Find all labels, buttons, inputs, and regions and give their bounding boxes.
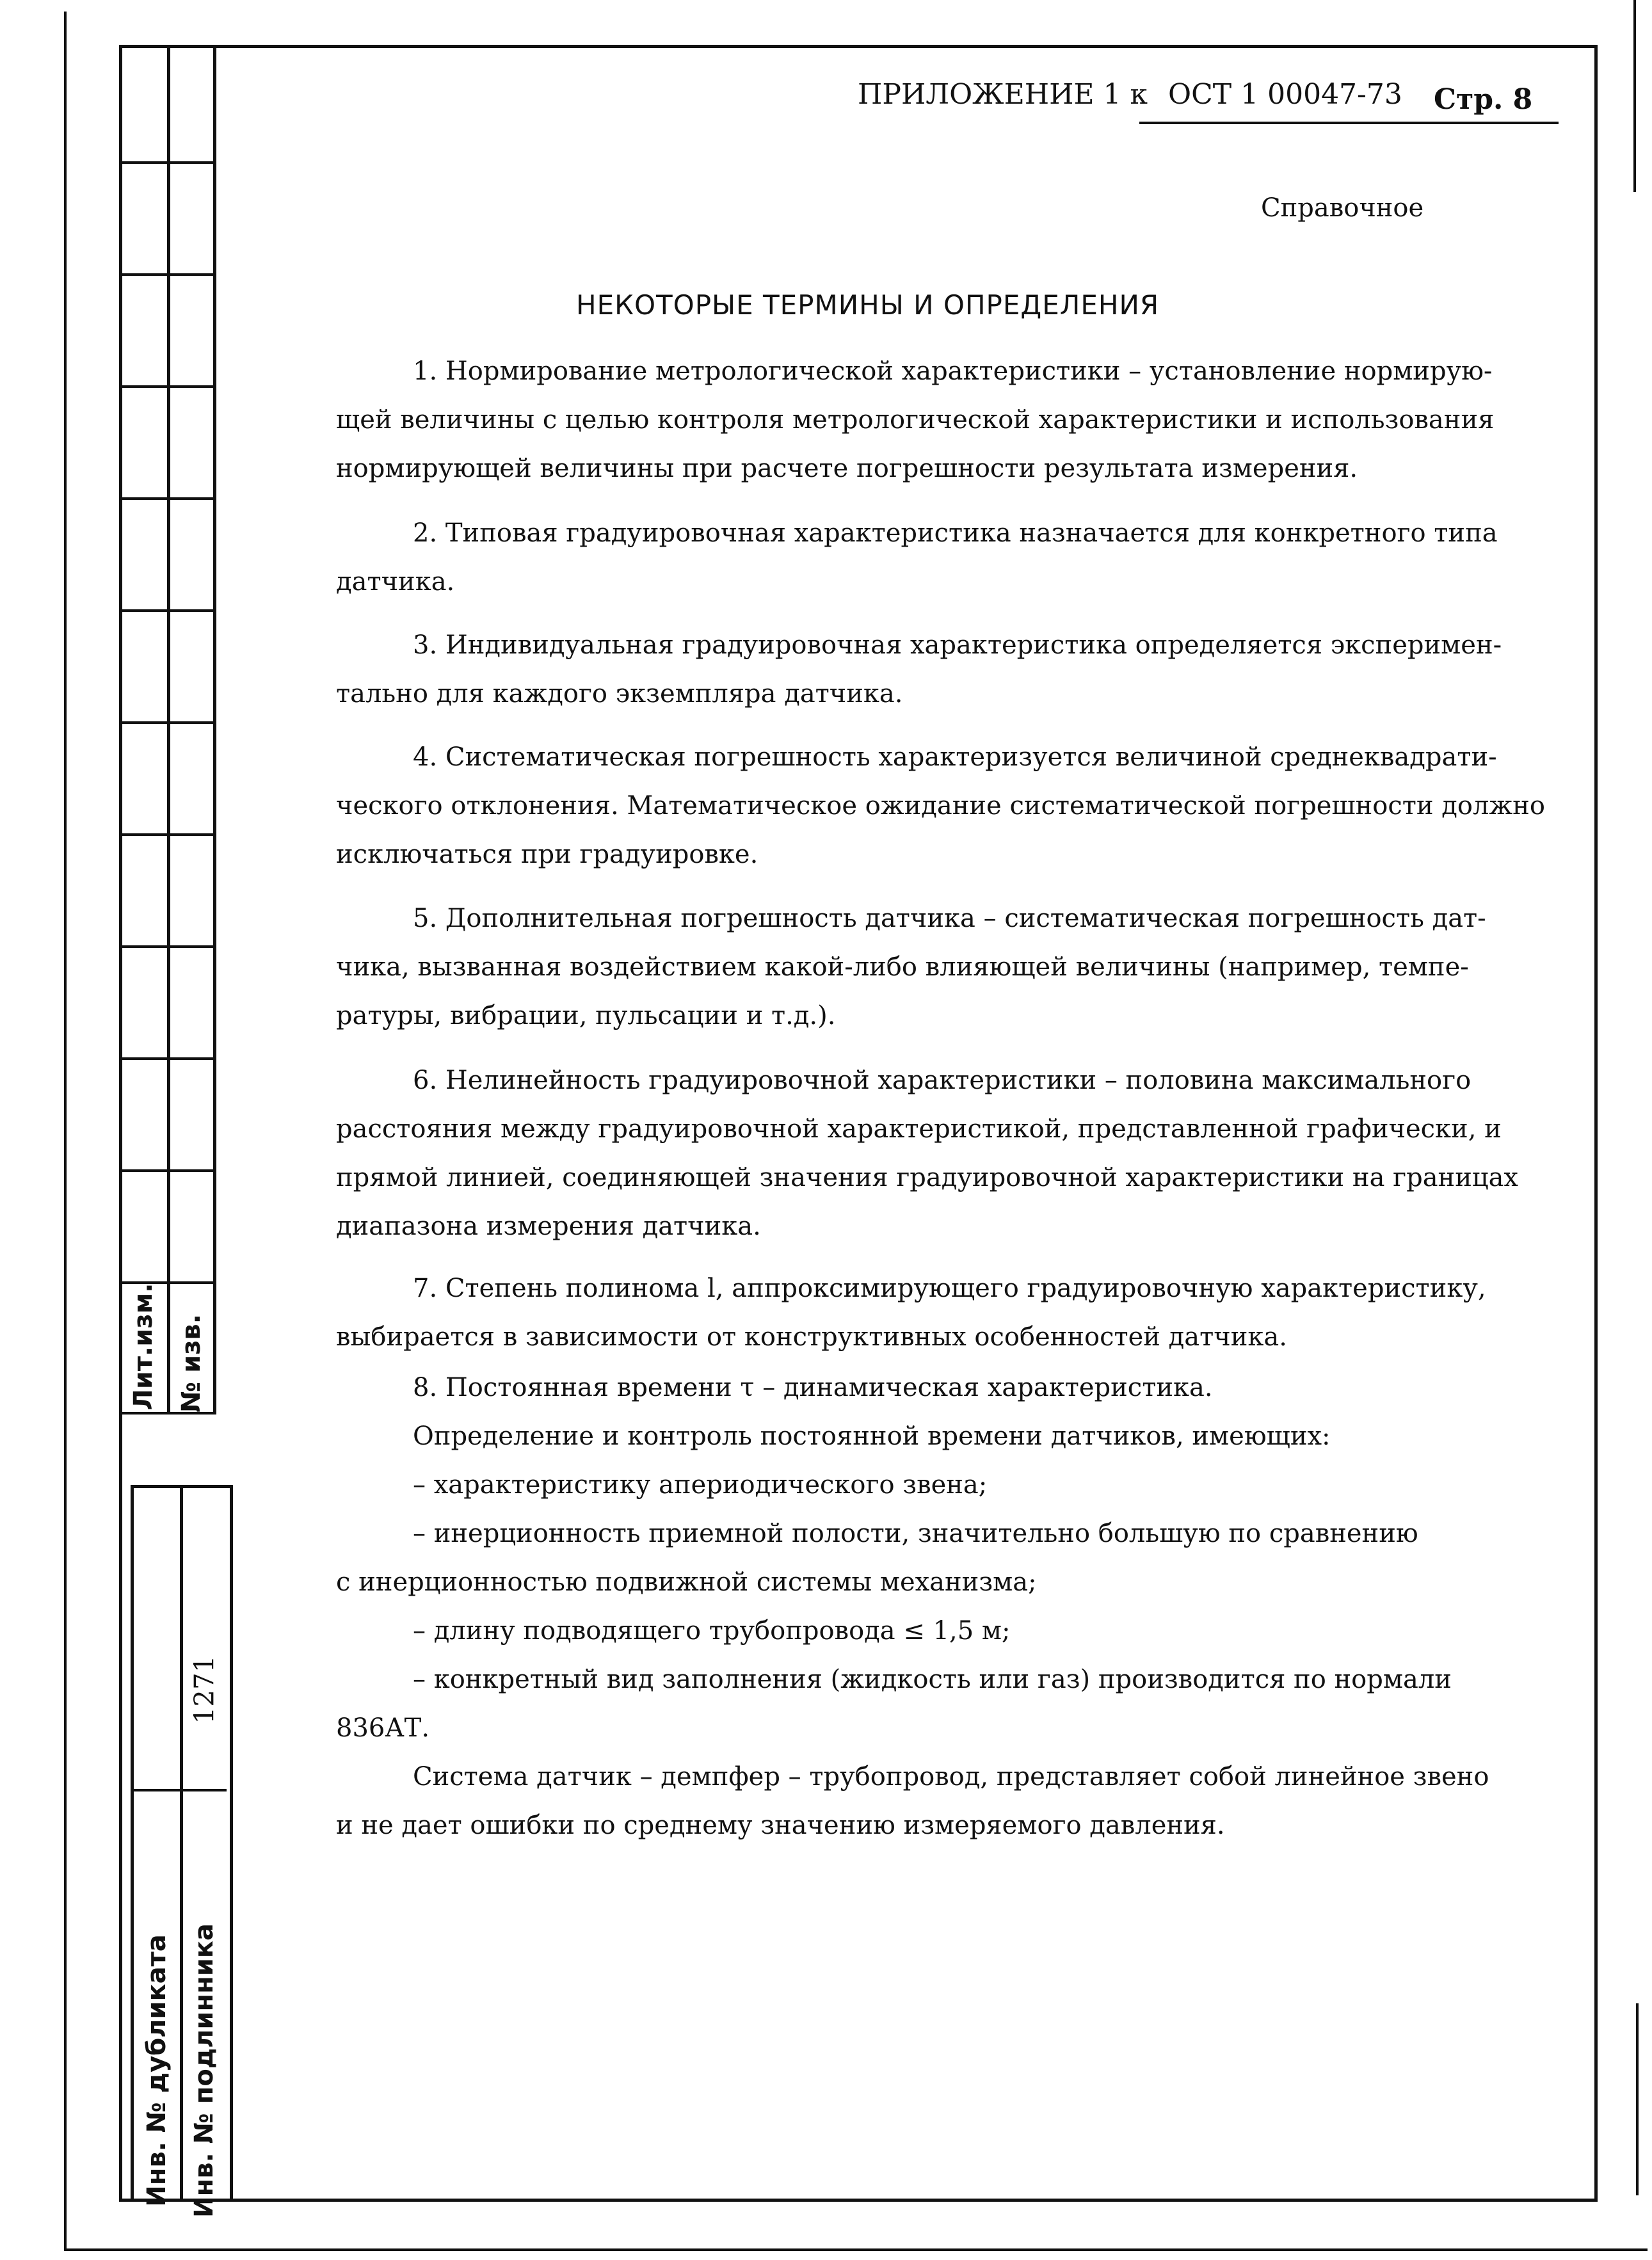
paragraph-5: 5. Дополнительная погрешность датчика – систематическая погрешность дат- чика, вызванная воздействием какой-либо влияющей величины (например, темпе- ратуры, вибрации, пульсации и т.д.). — [336, 904, 1486, 1030]
header-underline — [1139, 122, 1559, 124]
no-izv-label: № изв. — [177, 1314, 206, 1413]
paragraph-3: 3. Индивидуальная градуировочная характеристика определяется эксперимен- тально для каждого экземпляра датчика. — [336, 630, 1502, 709]
scan-edge-mark-bottom — [1636, 2003, 1639, 2195]
paragraph-4: 4. Систематическая погрешность характеризуется величиной среднеквадрати- ческого отклонения. Математическое ожидание систематической погрешности должно исключаться при градуировке. — [336, 742, 1545, 869]
reference-label: Справочное — [1261, 193, 1424, 223]
stamp-number: 1271 — [188, 1655, 220, 1724]
standard-number: ОСТ 1 00047-73 — [1168, 78, 1402, 111]
appendix-label: ПРИЛОЖЕНИЕ 1 к — [858, 78, 1148, 111]
page-title: НЕКОТОРЫЕ ТЕРМИНЫ И ОПРЕДЕЛЕНИЯ — [576, 289, 1160, 321]
revision-stamp-strip — [119, 45, 216, 1415]
paragraph-1: 1. Нормирование метрологической характеристики – установление нормирую- щей величины с целью контроля метрологической характеристики и использования нормирующей величины при расчете погрешности результата измерения. — [336, 357, 1495, 483]
page-number: Стр. 8 — [1434, 83, 1533, 116]
inv-podl-label: Инв. № подлинника — [189, 1923, 219, 2218]
paragraph-2: 2. Типовая градуировочная характеристика назначается для конкретного типа датчика. — [336, 518, 1498, 597]
scan-edge-mark — [1633, 0, 1636, 192]
stamp-divider — [131, 1789, 227, 1791]
paragraph-7: 7. Степень полинома l, аппроксимирующего градуировочную характеристику, выбирается в зависимости от конструктивных особенностей датчика. — [336, 1274, 1486, 1352]
inv-dubl-label: Инв. № дубликата — [142, 1934, 172, 2207]
inventory-stamp-block — [131, 1485, 233, 2218]
paragraph-8: 8. Постоянная времени τ – динамическая характеристика. Определение и контроль постоянной времени датчиков, имеющих: – характеристику апериодического звена; – инерционность приемной полости, значительно большую по сравнению с инерционностью подвижной системы механизма; – длину подводящего трубопровода ≤ 1,5 м; – конкретный вид заполнения (жидкость или газ) производится по нормали 836АТ. Система датчик – демпфер – трубопровод, представляет собой линейное звено и не дает ошибки по среднему значению измеряемого давления. — [336, 1373, 1489, 1840]
lit-izm-label: Лит.изм. — [129, 1283, 158, 1411]
paragraph-6: 6. Нелинейность градуировочной характеристики – половина максимального расстояния между градуировочной характеристикой, представленной графически, и прямой линией, соединяющей значения градуировочной характеристики на границах диапазона измерения датчика. — [336, 1066, 1518, 1241]
